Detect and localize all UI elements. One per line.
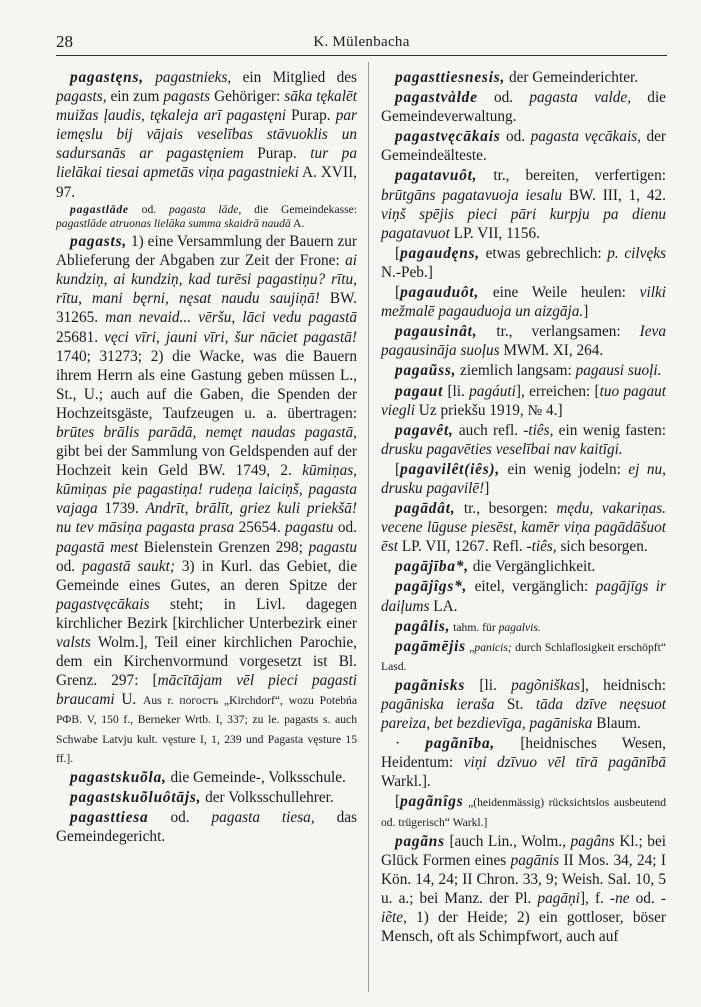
example-text: vilki mežmalē pagauduoja un aizgāja.	[381, 284, 666, 321]
dictionary-entry	[56, 788, 357, 807]
headword: pagãnisks	[395, 676, 466, 694]
note-text: pagalvis.	[498, 620, 541, 634]
gloss-text: ], f.	[579, 889, 610, 907]
gloss-text: Uz priekšu 1919, № 4.]	[414, 401, 563, 419]
gloss-text: Bielenstein Grenzen 298;	[138, 538, 309, 556]
gloss-text: St.	[494, 696, 536, 713]
example-text: ai kundziņ, ai kundziņ, kad turēsi pagastiņu? rītu, rītu, mani bęrni, nęsat naudu saujiņā!	[56, 252, 357, 308]
column-divider	[368, 62, 369, 992]
headword: pagausinât,	[395, 323, 478, 341]
example-text: pagasta valde,	[529, 89, 632, 107]
gloss-text: eine Weile heulen:	[479, 284, 640, 302]
example-text: pagastvęcākais	[56, 595, 150, 613]
headword: pagasttiesnesis,	[395, 69, 506, 86]
gloss-text: LA.	[429, 597, 458, 615]
example-text: pagâns	[570, 832, 615, 850]
example-text: pagastnieks,	[143, 69, 232, 86]
example-text: pagastu	[285, 519, 334, 537]
headword: pagādât,	[395, 500, 456, 518]
gloss-text: 25681.	[56, 328, 105, 346]
example-text: mędu, vakariņas. vecene lūguse piesēst, kamēr viņa pagādāšuot ēst	[381, 500, 666, 556]
dictionary-entry	[381, 322, 666, 360]
headword: pagauduôt,	[400, 284, 480, 302]
gloss-text: [	[395, 244, 401, 262]
headword: pagājība*,	[395, 558, 469, 576]
dictionary-entry	[381, 382, 666, 420]
gloss-text: 1739.	[97, 500, 146, 518]
example-text: -tiês,	[526, 538, 557, 556]
headword: pagaut	[395, 382, 444, 400]
gloss-text: LP. VII, 1267. Refl.	[398, 538, 527, 556]
headword: pagavilêt(iês),	[400, 460, 501, 478]
example-text: pagasts,	[56, 88, 107, 106]
headword: pagasttiesa	[70, 808, 149, 826]
dictionary-entry	[381, 421, 666, 459]
gloss-text: [	[395, 793, 401, 811]
gloss-text: etwas gebrechlich:	[479, 244, 608, 262]
gloss-text: A.	[290, 216, 305, 230]
dictionary-entry	[56, 203, 357, 231]
gloss-text: tr., besorgen:	[455, 500, 557, 518]
headword: pagaudęns,	[400, 244, 480, 262]
headword: pagãnîgs	[400, 793, 464, 811]
note-text: Aus r. погостъ „Kirchdorf“, wozu Potebńa РФВ. V, 150 f., Berneker Wrtb. I, 337; zu le. pagasts s. auch Schwabe Latvju kult. vęsture I, 1, 239 und Pagasta vęsture 15 ff.].	[56, 694, 357, 765]
dictionary-entry	[381, 637, 666, 675]
gloss-text: od.	[333, 519, 358, 537]
example-text: brūtgāns pagatavuoja iesalu	[381, 186, 563, 204]
dictionary-entry	[381, 166, 666, 242]
example-text: sāka tękalēt muižas ļaudis, tękaleja arī pagastęni	[56, 88, 357, 125]
headword: pagājîgs*,	[395, 578, 468, 596]
example-text: -tiês,	[523, 421, 554, 439]
headword: pagãns	[395, 832, 445, 850]
gloss-text: A. XVII, 97.	[56, 164, 357, 201]
gloss-text: Warkl.].	[381, 773, 431, 791]
example-text: pagastā mest	[56, 538, 139, 556]
example-text: pagastā saukt;	[82, 557, 175, 575]
gloss-text: ein Mitglied des	[231, 69, 357, 86]
gloss-text: od.	[148, 808, 212, 826]
headword: pagaũss,	[395, 362, 457, 380]
note-text: panicis;	[474, 640, 512, 654]
gloss-text: [	[395, 460, 401, 478]
note-text: „	[465, 640, 475, 654]
example-text: pagānis	[510, 851, 560, 869]
gloss-text: od.	[629, 889, 661, 907]
gloss-text: die Gemeindeverwaltung.	[381, 89, 666, 126]
left-column	[56, 68, 357, 846]
example-text: kūmiņas, kūmiņas pie pagastiņa! rudeņa laiciņš, pagasta vajaga	[56, 462, 357, 518]
dictionary-entry	[56, 68, 357, 202]
dictionary-entry	[381, 460, 666, 498]
dictionary-entry	[381, 127, 666, 165]
headword: pagastlāde	[70, 202, 129, 216]
gloss-text: 1) eine Versammlung der Bauern zur Ablieferung der Abgaben zur Zeit der Frone:	[56, 233, 357, 270]
gloss-text: ]	[484, 479, 490, 497]
gloss-text: II Mos. 34, 24; I Kön. 14, 24; II Chron. 33, 9; Weish. Sal. 10, 5 u. a.; bei Manz. der Pl.	[381, 851, 666, 907]
gloss-text: N.-Peb.]	[381, 263, 433, 281]
example-text: pagasta lāde,	[168, 202, 242, 216]
gloss-text: LP. VII, 1156.	[449, 224, 540, 242]
dictionary-entry	[381, 244, 666, 282]
gloss-text: Gehöriger:	[210, 88, 285, 106]
running-title: K. Mülenbacha	[313, 34, 410, 50]
gloss-text: tr., bereiten, verfertigen:	[477, 167, 666, 185]
page-number: 28	[56, 32, 73, 51]
gloss-text: [heidnisches Wesen, Heidentum:	[381, 735, 666, 772]
example-text: pagastu	[308, 538, 358, 556]
example-text: par iemęslu bij vājais veselības stāvuoklis un sadursanās ar pagastęniem	[56, 107, 357, 163]
note-text: tahm. für	[450, 620, 499, 634]
gloss-text: das Gemeindegericht.	[56, 808, 358, 845]
example-text: pagasta vęcākais,	[530, 128, 641, 146]
note-text: „(heidenmässig) rücksichtslos ausbeutend od. trügerisch“ Warkl.]	[381, 796, 666, 829]
gloss-text: [auch Lin., Wolm.,	[444, 832, 571, 850]
note-text: durch Schlaflosigkeit erschöpft“ Lasd.	[381, 640, 666, 673]
example-text: viņš spējis pieci pāri kurpju pa dienu pagatavuot	[381, 205, 666, 242]
gloss-text: BW. 31265.	[56, 290, 357, 327]
example-text: mācītājam vēl pieci pagasti braucami	[56, 672, 358, 709]
gloss-text: Purap.	[285, 107, 336, 125]
page-header	[56, 32, 667, 56]
example-text: man nevaid... vēršu, lāci vedu pagastā	[105, 309, 358, 327]
headword: pagastskuõluôtājs,	[70, 788, 202, 806]
gloss-text: od.	[477, 89, 530, 107]
headword: pagãnība,	[425, 735, 496, 753]
example-text: ej nu, drusku pagavilē!	[381, 460, 666, 497]
headword: pagâlis,	[395, 617, 451, 635]
dictionary-entry	[381, 792, 666, 830]
gloss-text: tr., verlangsamen:	[477, 323, 640, 341]
example-text: brūtes brālis parādā, nemęt naudas pagastā,	[56, 424, 357, 441]
gloss-text: die Gemeinde-, Volksschule.	[166, 768, 346, 786]
example-text: pagājīgs ir daiļums	[381, 578, 666, 615]
headword: pagastvęcākais	[395, 128, 501, 146]
gloss-text: auch refl.	[453, 421, 524, 439]
dictionary-entry	[381, 676, 666, 733]
example-text: pagáuti	[469, 382, 516, 400]
gloss-text: gibt bei der Sammlung von Geldspenden auf der Hochzeit kein Geld BW. 1749, 2.	[56, 443, 357, 480]
example-text: pagāņi	[537, 889, 580, 907]
gloss-text: 25654.	[234, 519, 286, 537]
gloss-text: [li.	[465, 676, 512, 694]
gloss-text: eitel, vergänglich:	[467, 578, 596, 596]
gloss-text: sich besorgen.	[556, 538, 648, 556]
example-text: viņi dzīvuo vēl tīrā pagānībā	[463, 754, 666, 772]
example-text: Ieva pagausināja suoļus	[381, 323, 666, 360]
gloss-text: der Gemeinderichter.	[505, 69, 639, 86]
right-column	[381, 68, 666, 946]
gloss-text: Wolm.], Teil einer kirchlichen Parochie, dem ein Kirchenvormund vorgesetzt ist Bl. Grenz. 297: [	[56, 634, 357, 690]
gloss-text: Kl.; bei Glück Formen eines	[381, 832, 666, 869]
gloss-text: ein wenig fasten:	[553, 421, 666, 439]
headword: pagastęns,	[70, 69, 144, 86]
example-text: pagõniškas	[511, 676, 580, 694]
dictionary-entry	[381, 499, 666, 556]
dictionary-entry	[56, 232, 357, 767]
dictionary-entry	[381, 557, 666, 576]
gloss-text: ], erreichen: [	[515, 382, 600, 400]
gloss-text: steht; in Livl. dagegen kirchlicher Bezirk [kirchlicher Unterbezirk einer	[56, 595, 357, 632]
example-text: -ne	[610, 889, 630, 907]
gloss-text: die Gemeindekasse:	[241, 202, 357, 216]
gloss-text: ], heidnisch:	[579, 676, 666, 694]
gloss-text: od.	[128, 202, 169, 216]
example-text: Andrīt, brālīt, griez kuli priekšā! nu tev māsiņa pagasta prasa	[56, 500, 357, 537]
header-rule	[56, 55, 667, 56]
gloss-text: Purap.	[243, 145, 311, 163]
example-text: vęci vīri, jauni vīri, šur nāciet pagastā!	[104, 328, 357, 346]
gloss-text: die Vergänglichkeit.	[468, 558, 596, 576]
headword: pagatavuôt,	[395, 167, 478, 185]
example-text: tāda dzīve neęsuot pareiza, bet bezdievīga, pagāniska	[381, 696, 666, 733]
gloss-text: 1) der Heide; 2) ein gottloser, böser Mensch, oft als Schimpfwort, auch auf	[381, 909, 666, 946]
gloss-text: od.	[56, 557, 83, 575]
headword: pagasts,	[70, 233, 127, 251]
example-text: pagastlāde atruonas lielāka summa skaidrā naudā	[56, 216, 291, 230]
gloss-text: [li.	[443, 382, 470, 400]
example-text: p. cilvęks	[607, 244, 666, 262]
dictionary-entry	[381, 68, 666, 87]
gloss-text: ]	[583, 303, 589, 321]
gloss-text: BW. III, 1, 42.	[562, 186, 666, 204]
gloss-text: der Gemeindeälteste.	[381, 128, 666, 165]
dictionary-entry	[381, 734, 666, 791]
example-text: tuo pagaut viegli	[381, 382, 666, 419]
headword: pagāmējis	[395, 637, 466, 655]
dictionary-entry	[381, 88, 666, 126]
headword: pagastskuõla,	[70, 768, 167, 786]
example-text: pagasts	[163, 88, 211, 106]
example-text: pagāniska ieraša	[381, 696, 495, 713]
example-text: valsts	[56, 634, 91, 652]
gloss-text: ziemlich langsam:	[456, 362, 576, 380]
example-text: pagausi suoļi.	[575, 362, 662, 380]
gloss-text: U.	[114, 691, 143, 709]
example-text: tur pa lielākai tiesai apmetās viņa pagastnieki	[56, 145, 357, 182]
dictionary-entry	[381, 832, 666, 947]
gloss-text: der Volksschullehrer.	[201, 788, 334, 806]
gloss-text: 1740; 31273; 2) die Wacke, was die Bauern ihrem Herrn als eine Gastung geben müssen L., St., U.; auch auf die Gaben, die Spenden der Hochzeitsgäste, Taufzeugen u. a. übertragen:	[56, 347, 357, 422]
headword: pagavêt,	[395, 421, 454, 439]
gloss-text: ·	[395, 735, 426, 753]
example-text: -iẽte,	[381, 889, 666, 927]
gloss-text: 3) in Kurl. das Gebiet, die Gemeinde eines Gutes, an deren Spitze der	[56, 557, 357, 594]
gloss-text: od.	[500, 128, 531, 146]
gloss-text: [	[395, 284, 401, 302]
gloss-text: ein zum	[106, 88, 164, 106]
example-text: pagasta tiesa,	[211, 808, 315, 826]
gloss-text: MWM. XI, 264.	[499, 342, 604, 360]
dictionary-entry	[381, 283, 666, 321]
gloss-text: ein wenig jodeln:	[500, 460, 629, 478]
dictionary-entry	[56, 808, 357, 846]
example-text: drusku pagavēties veselībai nav kaitīgi.	[381, 440, 623, 458]
dictionary-entry	[56, 768, 357, 787]
dictionary-entry	[381, 577, 666, 615]
gloss-text: Blaum.	[592, 715, 641, 733]
dictionary-entry	[381, 617, 666, 636]
headword: pagastvàlde	[395, 89, 478, 107]
dictionary-entry	[381, 361, 666, 380]
